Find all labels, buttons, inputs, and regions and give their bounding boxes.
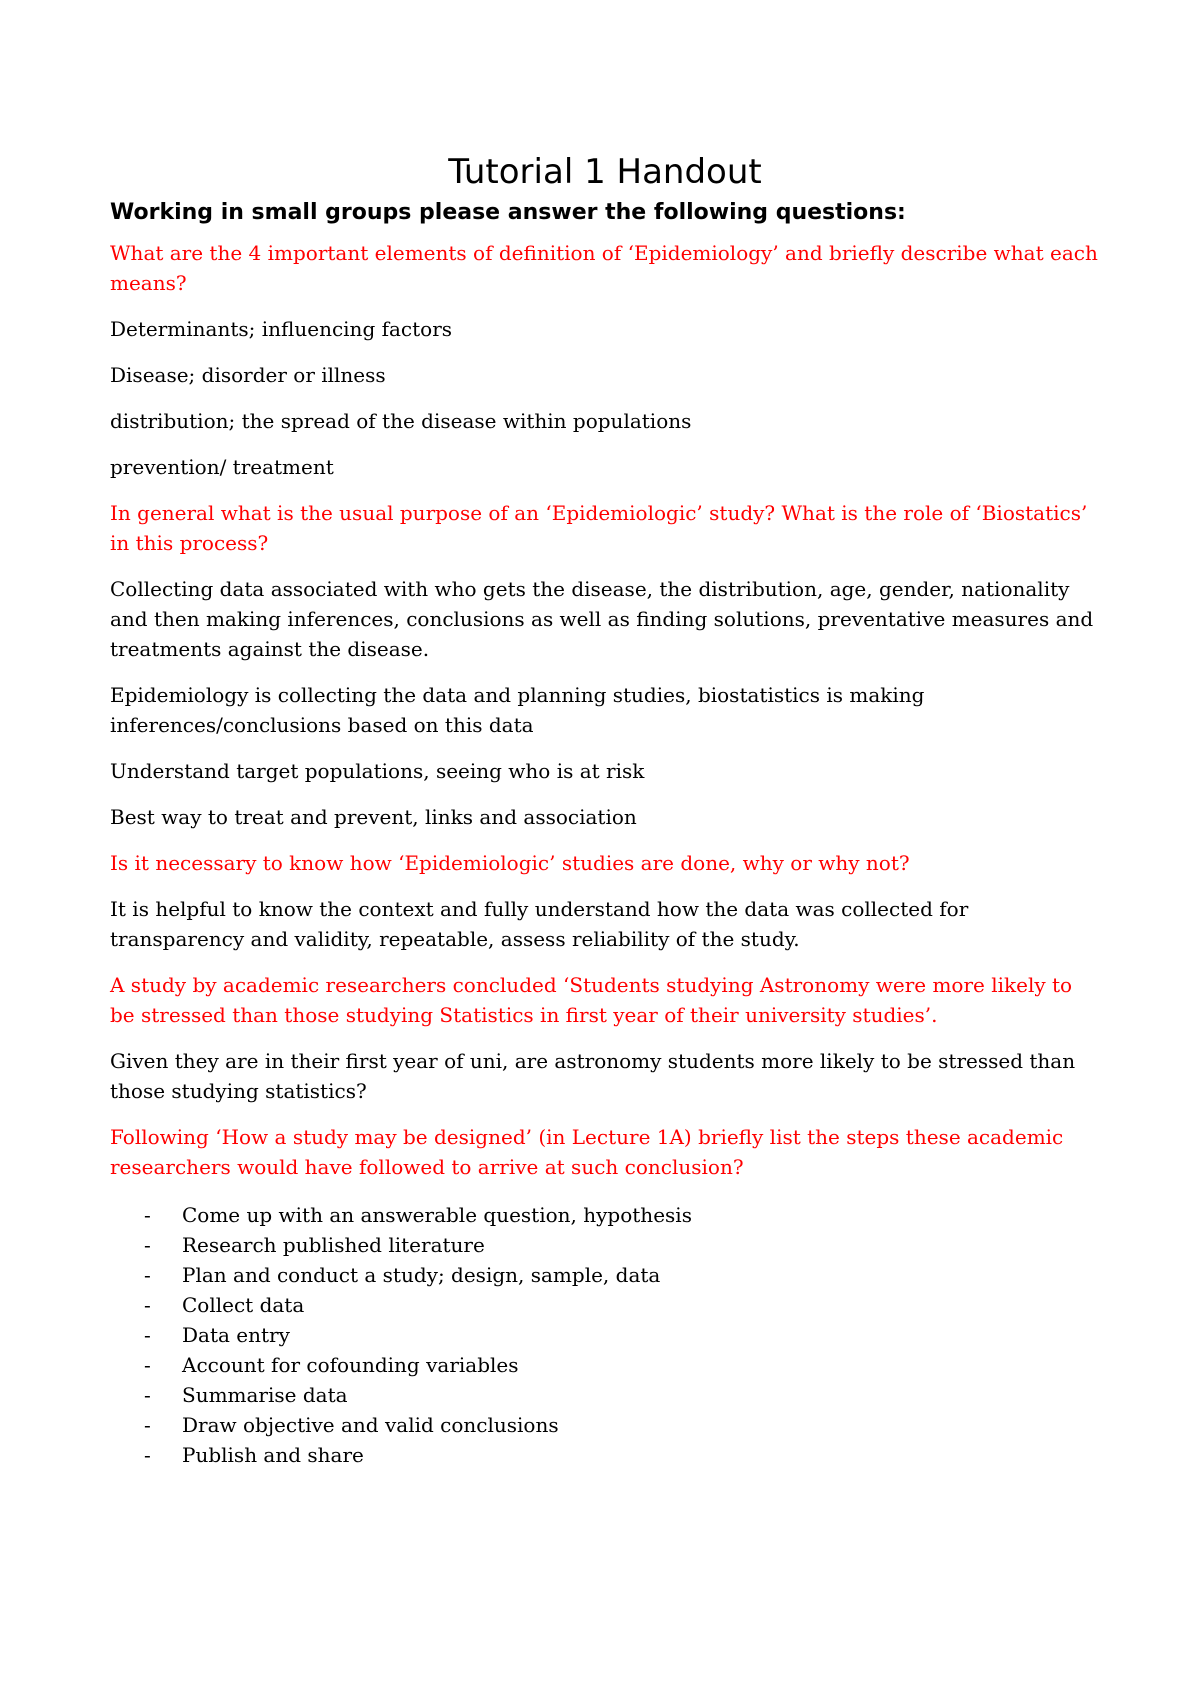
- step-text: Data entry: [182, 1323, 290, 1347]
- answer-1-3: distribution; the spread of the disease within populations: [110, 409, 692, 433]
- answer-3-1: It is helpful to know the context and fully understand how the data was collected for transparency and validity, repeatable, assess reliability of the study.: [110, 897, 969, 951]
- list-item: [110, 1320, 1100, 1350]
- list-item: [110, 1230, 1100, 1260]
- step-text: Publish and share: [182, 1443, 364, 1467]
- answer-1-2: Disease; disorder or illness: [110, 363, 386, 387]
- bullet-dash: -: [144, 1353, 151, 1377]
- question-3: Is it necessary to know how ‘Epidemiologic’ studies are done, why or why not?: [110, 851, 910, 875]
- page-title: Tutorial 1 Handout: [448, 152, 762, 192]
- bullet-dash: -: [144, 1413, 151, 1437]
- page-subtitle: Working in small groups please answer the following questions:: [110, 200, 906, 225]
- document-body: [110, 150, 1100, 1470]
- question-5: Following ‘How a study may be designed’ (in Lecture 1A) briefly list the steps these academic researchers would have followed to arrive at such conclusion?: [110, 1125, 1064, 1179]
- list-item: [110, 1260, 1100, 1290]
- step-text: Account for cofounding variables: [182, 1353, 519, 1377]
- list-item: [110, 1380, 1100, 1410]
- bullet-dash: -: [144, 1233, 151, 1257]
- bullet-dash: -: [144, 1323, 151, 1347]
- answer-2-2: Epidemiology is collecting the data and planning studies, biostatistics is making inferences/conclusions based on this data: [110, 683, 925, 737]
- step-text: Plan and conduct a study; design, sample, data: [182, 1263, 661, 1287]
- step-text: Draw objective and valid conclusions: [182, 1413, 559, 1437]
- answer-1-4: prevention/ treatment: [110, 455, 334, 479]
- answer-2-4: Best way to treat and prevent, links and association: [110, 805, 637, 829]
- step-text: Research published literature: [182, 1233, 485, 1257]
- question-4: A study by academic researchers concluded ‘Students studying Astronomy were more likely to be stressed than those studying Statistics in first year of their university studies’.: [110, 973, 1073, 1027]
- answer-1-1: Determinants; influencing factors: [110, 317, 453, 341]
- question-1: What are the 4 important elements of definition of ‘Epidemiology’ and briefly describe what each means?: [110, 241, 1098, 295]
- answer-4-1: Given they are in their first year of uni, are astronomy students more likely to be stressed than those studying statistics?: [110, 1049, 1076, 1103]
- bullet-dash: -: [144, 1383, 151, 1407]
- answer-2-3: Understand target populations, seeing who is at risk: [110, 759, 645, 783]
- bullet-dash: -: [144, 1263, 151, 1287]
- question-2: In general what is the usual purpose of an ‘Epidemiologic’ study? What is the role of ‘Biostatics’ in this process?: [110, 501, 1088, 555]
- answer-2-1: Collecting data associated with who gets the disease, the distribution, age, gender, nationality and then making inferences, conclusions as well as finding solutions, preventative measures and treatments against the disease.: [110, 577, 1094, 661]
- list-item: [110, 1290, 1100, 1320]
- list-item: [110, 1440, 1100, 1470]
- list-item: [110, 1200, 1100, 1230]
- step-text: Collect data: [182, 1293, 305, 1317]
- step-text: Come up with an answerable question, hypothesis: [182, 1203, 692, 1227]
- bullet-dash: -: [144, 1293, 151, 1317]
- study-steps-list: [110, 1200, 1100, 1470]
- list-item: [110, 1350, 1100, 1380]
- bullet-dash: -: [144, 1203, 151, 1227]
- bullet-dash: -: [144, 1443, 151, 1467]
- step-text: Summarise data: [182, 1383, 348, 1407]
- list-item: [110, 1410, 1100, 1440]
